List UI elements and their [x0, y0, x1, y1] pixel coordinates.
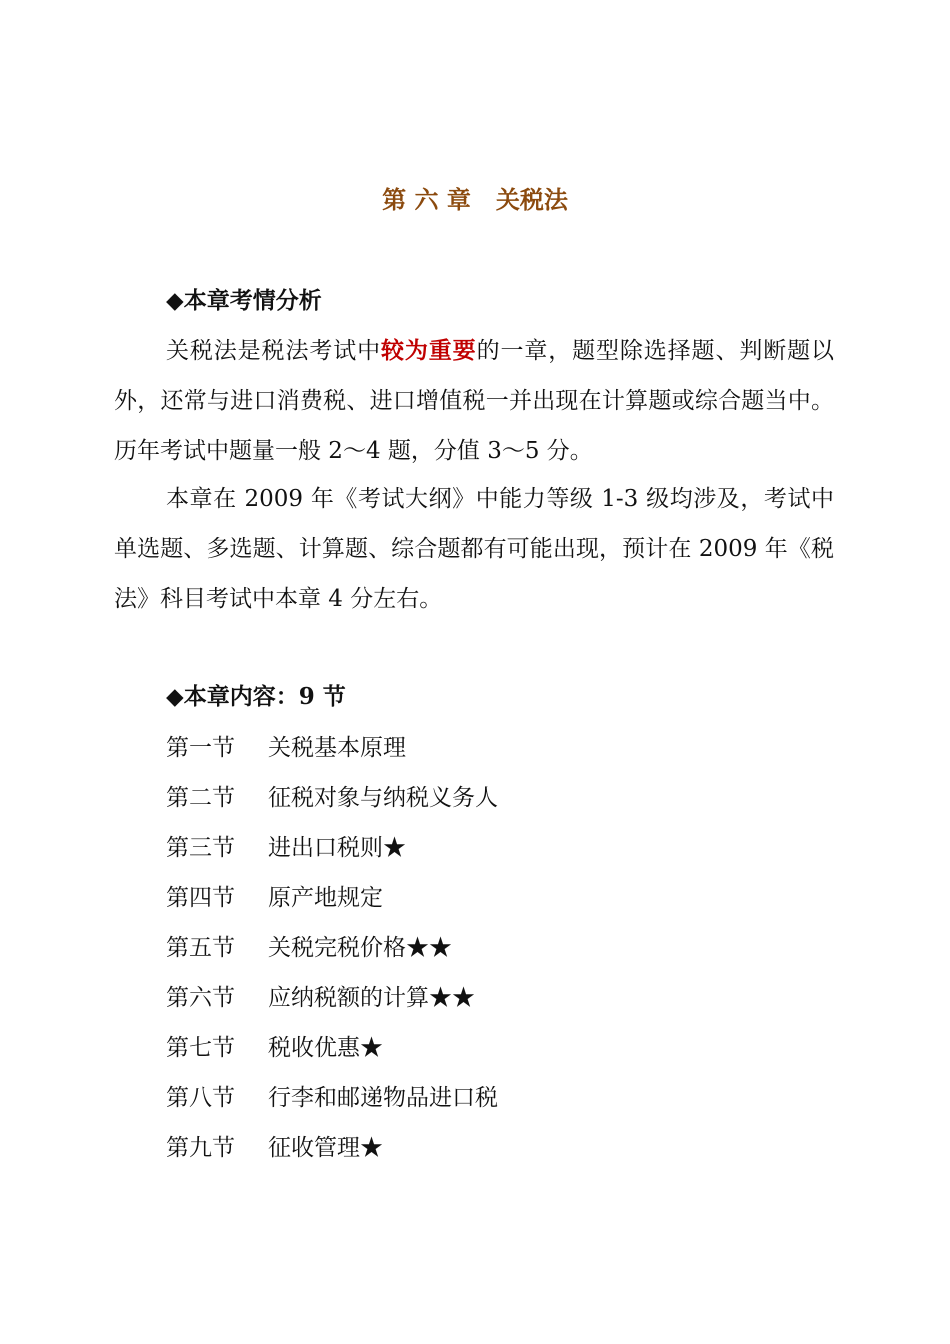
section-item — [166, 726, 498, 776]
section-item — [166, 1076, 498, 1126]
section-title: 征收管理★ — [268, 1135, 383, 1161]
section-item — [166, 1126, 498, 1176]
section-item — [166, 826, 498, 876]
section-item — [166, 776, 498, 826]
section-list — [166, 726, 498, 1176]
section-title: 关税基本原理 — [268, 735, 406, 761]
chapter-title: 第 六 章 关税法 — [382, 185, 568, 214]
section-number: 第五节 — [166, 935, 235, 961]
highlight-text: 较为重要 — [381, 337, 477, 364]
section-item — [166, 876, 498, 926]
section-title: 原产地规定 — [268, 885, 383, 911]
section-number: 第一节 — [166, 735, 235, 761]
section-number: 第六节 — [166, 985, 235, 1011]
section-item — [166, 926, 498, 976]
section-number: 第八节 — [166, 1085, 235, 1111]
contents-heading: ◆本章内容：9 节 — [166, 683, 346, 710]
section-title: 进出口税则★ — [268, 835, 406, 861]
analysis-paragraph-2: 本章在 2009 年《考试大纲》中能力等级 1-3 级均涉及，考试中单选题、多选题、计算题、综合题都有可能出现，预计在 2009 年《税法》科目考试中本章 4 分左右。 — [114, 486, 834, 612]
section-title: 行李和邮递物品进口税 — [268, 1085, 498, 1111]
section-number: 第七节 — [166, 1035, 235, 1061]
section-number: 第四节 — [166, 885, 235, 911]
paragraph-text: 的一章，题型除选择题、判断题以外，还常与进口消费税、进口增值税一并出现在计算题或综合题当中。历年考试中题量一般 2～4 题，分值 3～5 分。 — [114, 338, 835, 464]
analysis-paragraph-1 — [114, 326, 834, 476]
paragraph-text: 关税法是税法考试中 — [166, 338, 381, 364]
section-number: 第二节 — [166, 785, 235, 811]
section-item — [166, 976, 498, 1026]
section-number: 第九节 — [166, 1135, 235, 1161]
section-item — [166, 1026, 498, 1076]
section-title: 税收优惠★ — [268, 1035, 383, 1061]
section-title: 关税完税价格★★ — [268, 935, 452, 961]
section-title: 应纳税额的计算★★ — [268, 985, 475, 1011]
analysis-heading: ◆本章考情分析 — [166, 287, 322, 314]
section-number: 第三节 — [166, 835, 235, 861]
section-title: 征税对象与纳税义务人 — [268, 785, 498, 811]
